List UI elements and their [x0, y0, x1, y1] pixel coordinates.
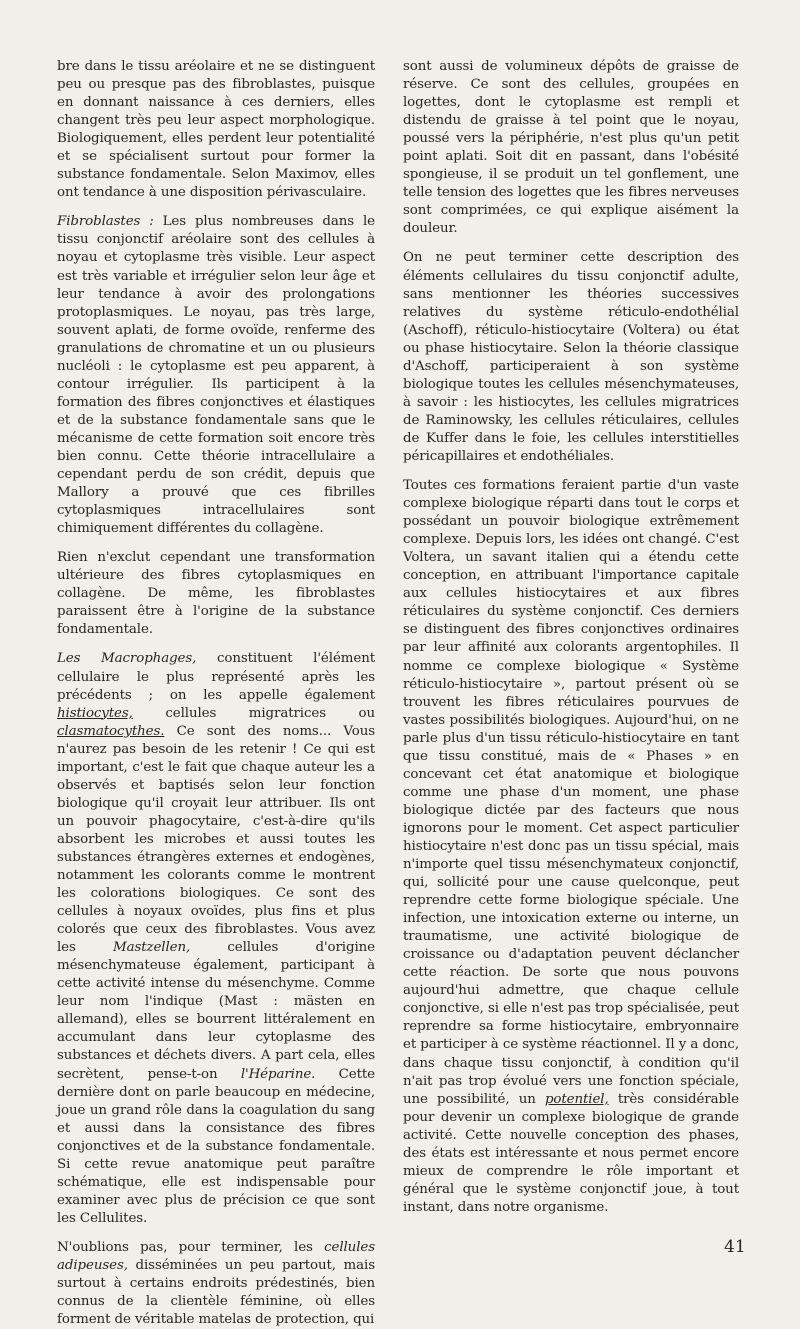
term-macrophages: Les Macrophages, — [57, 651, 197, 667]
paragraph: On ne peut terminer cette description des éléments cellulaires du tissu conjonctif adulte, sans mentionner les théories successives relatives du système réticulo-endothélial (Aschoff), réticulo-histiocytaire (Voltera) ou état ou phase histiocytaire. Selon la théorie classique d'Aschoff, participeraient à son système biologique toutes les cellules mésenchymateuses, à savoir : les histiocytes, les cellules migratrices de Raminowsky, les cellules réticulaires, cellules de Kuffer dans le foie, les cellules interstitielles péricapillaires et endothéliales. — [403, 250, 739, 464]
term-mastzellen: Mastzellen, — [112, 940, 191, 956]
paragraph-macrophages: Les Macrophages, constituent l'élément cellulaire le plus représenté après les précédents ; on les appelle également histiocytes, cellules migratrices ou clasmatocythes. Ce sont des noms... Vous n'aurez pas besoin de les retenir ! Ce qui est important, c'est le fait que chaque auteur les a observés et baptisés selon leur fonction biologique qu'il croyait leur attribuer. Ils ont un pouvoir phagocytaire, c'est-à-dire qu'ils absorbent les microbes et aussi toutes les substances étrangères externes et endogènes, notamment les colorants comme le montrent les colorations biologiques. Ce sont des cellules à noyaux ovoïdes, plus fins et plus colorés que ceux des fibroblastes. Vous avez les Mastzellen, cellules d'origine mésenchymateuse également, participant à cette activité intense du mésenchyme. Comme leur nom l'indique (Mast : mästen en allemand), elles se bourrent littéralement en accumulant dans leur cytoplasme des substances et déchets divers. A part cela, elles secrètent, pense-t-on l'Héparine. Cette dernière dont on parle beaucoup en médecine, joue un grand rôle dans la coagulation du sang et aussi dans la consistance des fibres conjonctives et de la substance fondamentale. Si cette revue anatomique peut paraître schématique, elle est indispensable pour examiner avec plus de précision ce que sont les Cellulites. — [57, 651, 375, 1226]
paragraph: Rien n'exclut cependant une transformation ultérieure des fibres cytoplasmiques en collagène. De même, les fibroblastes paraissent être à l'origine de la substance fondamentale. — [57, 550, 375, 638]
paragraph: sont aussi de volumineux dépôts de graisse de réserve. Ce sont des cellules, groupées en logettes, dont le cytoplasme est rempli et distendu de graisse à tel point que le noyau, poussé vers la périphérie, n'est plus qu'un petit point aplati. Soit dit en passant, dans l'obésité spongieuse, il se produit un tel gonflement, une telle tension des logettes que les fibres nerveuses sont comprimées, ce qui explique aisément la douleur. — [403, 59, 739, 237]
paragraph: Toutes ces formations feraient partie d'un vaste complexe biologique réparti dans tout le corps et possédant un pouvoir biologique extrêmement complexe. Depuis lors, les idées ont changé. C'est Voltera, un savant italien qui a étendu cette conception, en attribuant l'importance capitale aux cellules histiocytaires et aux fibres réticulaires du système conjonctif. Ces derniers se distinguent des fibres conjonctives ordinaires par leur affinité aux colorants argentophiles. Il nomme ce complexe biologique « Système réticulo-histiocytaire », partout présent où se trouvent les fibres réticulaires pourvues de vastes possibilités biologiques. Aujourd'hui, on ne parle plus d'un tissu réticulo-histiocytaire en tant que tissu constitué, mais de « Phases » en concevant cet état anatomique et biologique comme une phase d'un moment, une phase biologique dictée par des facteurs que nous ignorons pour le moment. Cet aspect particulier histiocytaire n'est donc pas un tissu spécial, mais n'importe quel tissu mésenchymateux conjonctif, qui, sollicité pour une cause quelconque, peut reprendre cette forme biologique spéciale. Une infection, une intoxication externe ou interne, un traumatisme, une activité biologique de croissance ou d'adaptation peuvent déclancher cette réaction. De sorte que nous pouvons aujourd'hui admettre, que chaque cellule conjonctive, si elle n'est pas trop spécialisée, peut reprendre sa forme histiocytaire, embryonnaire et participer à ce système réactionnel. Il y a donc, dans chaque tissu conjonctif, à condition qu'il n'ait pas trop évolué vers une fonction spéciale, une possibilité, un potentiel, très considérable pour devenir un complexe biologique de grande activité. Cette nouvelle conception des phases, des états est intéressante et nous permet encore mieux de comprendre le rôle important et général que le système conjonctif joue, à tout instant, dans notre organisme. — [403, 478, 739, 1215]
page-number: 41 — [724, 1237, 746, 1257]
paragraph-fibroblastes: Fibroblastes : Les plus nombreuses dans le tissu conjonctif aréolaire sont des cellules à noyau et cytoplasme très visible. Leur aspect est très variable et irrégulier selon leur âge et leur tendance à avoir des prolongations protoplasmiques. Le noyau, pas très large, souvent aplati, de forme ovoïde, renferme des granulations de chromatine et un ou plusieurs nucléoli : le cytoplasme est peu apparent, à contour irrégulier. Ils participent à la formation des fibres conjonctives et élastiques et de la substance fondamentale sans que le mécanisme de cette formation soit encore très bien connu. Cette théorie intracellulaire a cependant perdu de son crédit, depuis que Mallory a prouvé que ces fibrilles cytoplasmiques intracellulaires sont chimiquement différentes du collagène. — [57, 214, 375, 537]
term-fibroblastes: Fibroblastes : — [57, 214, 154, 230]
term-potentiel: potentiel, — [544, 1091, 609, 1107]
term-cellules-adipeuses: cellules adipeuses, — [57, 1239, 375, 1273]
left-column — [57, 58, 375, 1329]
paragraph-adipeuses: N'oublions pas, pour terminer, les cellules adipeuses, disséminées un peu partout, mais surtout à certains endroits prédestinés, bien connus de la clientèle féminine, où elles forment de véritable matelas de protection, qui — [57, 1239, 375, 1328]
right-column — [403, 58, 739, 1217]
term-clasmatocythes: clasmatocythes. — [57, 723, 165, 739]
paragraph: bre dans le tissu aréolaire et ne se distinguent peu ou presque pas des fibroblastes, puisque en donnant naissance à ces derniers, elles changent très peu leur aspect morphologique. Biologiquement, elles perdent leur potentialité et se spécialisent surtout pour former la substance fondamentale. Selon Maximov, elles ont tendance à une disposition périvasculaire. — [57, 59, 375, 201]
term-histiocytes: histiocytes, — [57, 705, 133, 721]
term-heparine: l'Héparine. — [240, 1066, 316, 1082]
